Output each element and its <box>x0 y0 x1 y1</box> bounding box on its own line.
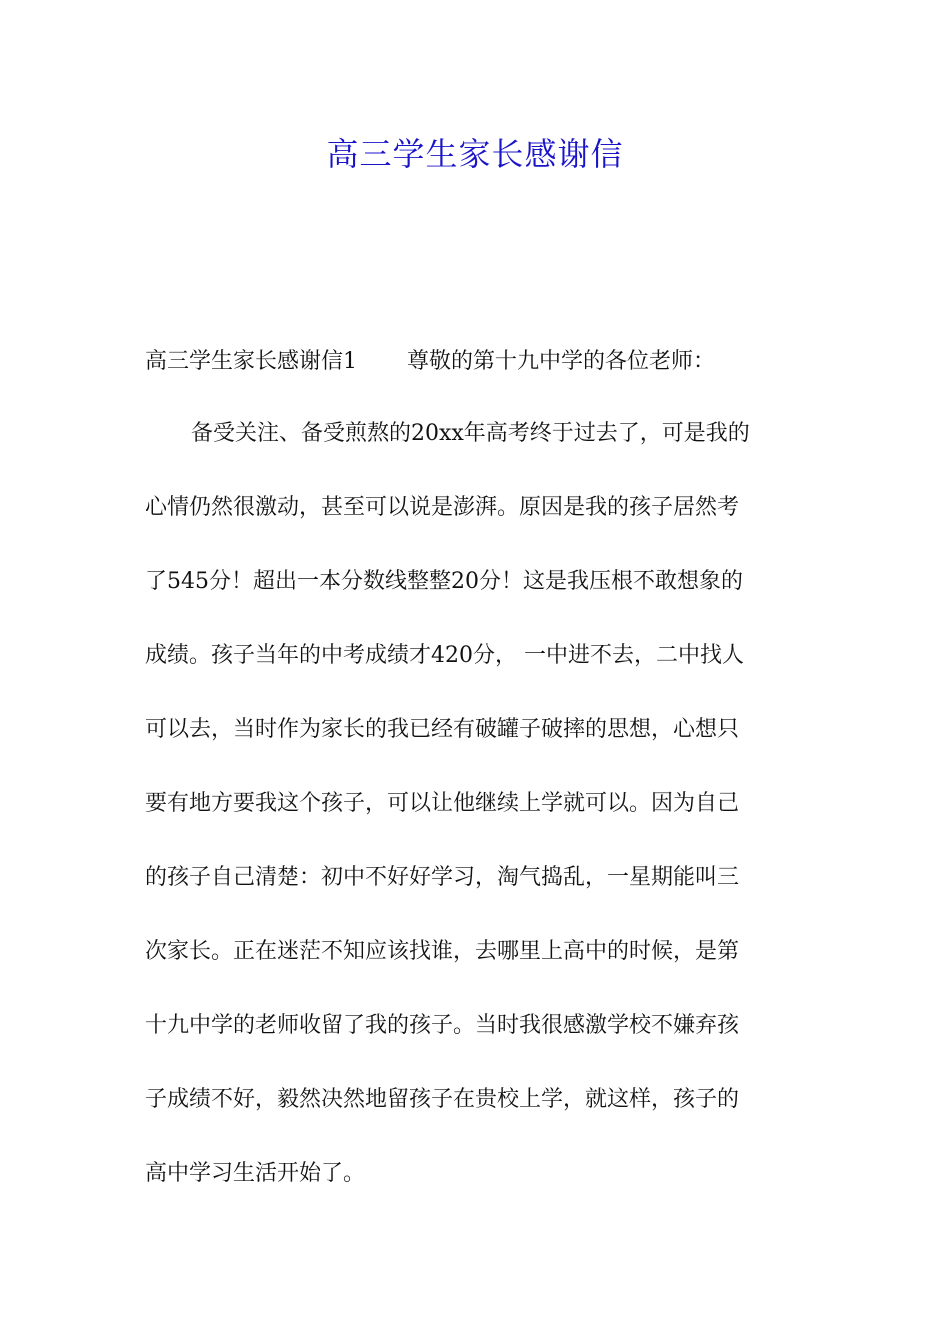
paragraph-line: 的孩子自己清楚：初中不好好学习，淘气捣乱，一星期能叫三 <box>145 865 740 890</box>
paragraph-line: 次家长。正在迷茫不知应该找谁，去哪里上高中的时候，是第 <box>145 939 740 964</box>
letter-salutation: 尊敬的第十九中学的各位老师： <box>407 349 716 374</box>
paragraph-line: 十九中学的老师收留了我的孩子。当时我很感激学校不嫌弃孩 <box>145 1013 740 1038</box>
document-title: 高三学生家长感谢信 <box>326 135 624 173</box>
paragraph-line: 子成绩不好，毅然决然地留孩子在贵校上学，就这样，孩子的 <box>145 1087 740 1112</box>
paragraph-line: 高中学习生活开始了。 <box>145 1161 366 1186</box>
paragraph-line: 备受关注、备受煎熬的20xx年高考终于过去了，可是我的 <box>191 421 750 446</box>
letter-paragraph <box>145 416 810 1230</box>
paragraph-line: 可以去，当时作为家长的我已经有破罐子破摔的思想，心想只 <box>145 717 740 742</box>
paragraph-line: 心情仍然很激动，甚至可以说是澎湃。原因是我的孩子居然考 <box>145 495 740 520</box>
paragraph-line: 成绩。孩子当年的中考成绩才420分， 一中进不去，二中找人 <box>145 643 744 668</box>
paragraph-line: 了545分！超出一本分数线整整20分！这是我压根不敢想象的 <box>145 569 743 594</box>
letter-subheading: 高三学生家长感谢信1 <box>145 349 357 374</box>
letter-heading <box>145 344 810 380</box>
paragraph-line: 要有地方要我这个孩子，可以让他继续上学就可以。因为自己 <box>145 791 740 816</box>
